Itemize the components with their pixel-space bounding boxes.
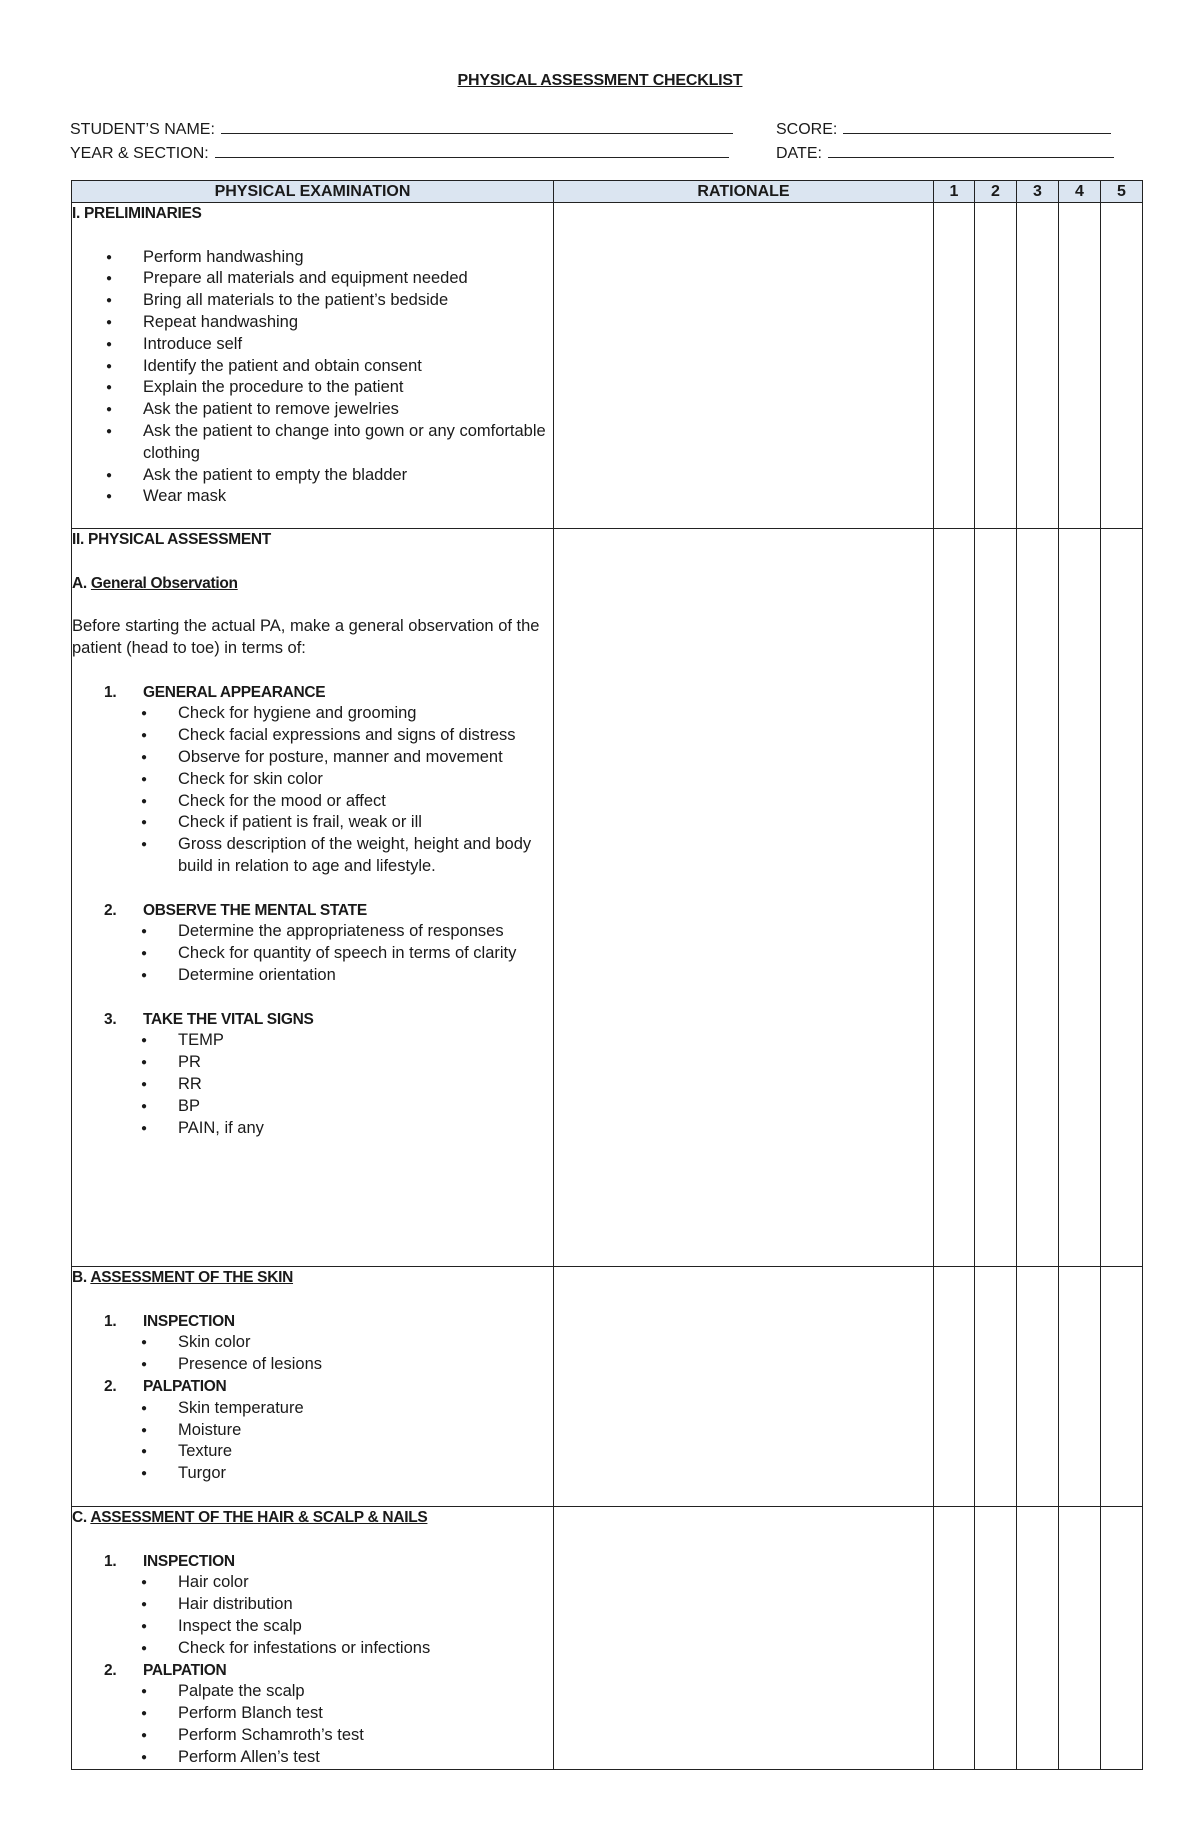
score-cell-1[interactable] — [934, 529, 975, 1267]
list-item: ● Palpate the scalp — [72, 1681, 553, 1703]
list-item: ● Perform Schamroth’s test — [72, 1725, 553, 1747]
score-cell-2[interactable] — [975, 203, 1017, 529]
rationale-cell[interactable] — [554, 1507, 934, 1770]
hair-inspection-list — [72, 1572, 553, 1659]
list-item: ● Prepare all materials and equipment needed — [72, 268, 553, 290]
mental-state-heading: 2. OBSERVE THE MENTAL STATE — [104, 901, 367, 919]
date-label: DATE: — [776, 145, 822, 162]
table-row — [72, 1507, 1143, 1770]
list-item: ● Perform Allen’s test — [72, 1747, 553, 1769]
table-row — [72, 1267, 1143, 1507]
rationale-cell[interactable] — [554, 529, 934, 1267]
list-item: ● Check for hygiene and grooming — [72, 703, 553, 725]
score-cell-2[interactable] — [975, 1267, 1017, 1507]
score-cell-2[interactable] — [975, 529, 1017, 1267]
student-name-field — [70, 116, 733, 139]
header-score-2: 2 — [975, 181, 1017, 203]
score-cell-3[interactable] — [1017, 1267, 1059, 1507]
list-item: ● TEMP — [72, 1030, 553, 1052]
skin-palpation-list — [72, 1398, 553, 1485]
vital-signs-heading: 3. TAKE THE VITAL SIGNS — [104, 1010, 314, 1028]
list-item: ● Check for infestations or infections — [72, 1638, 553, 1660]
skin-palpation-heading: 2. PALPATION — [104, 1377, 227, 1395]
list-item: ● Perform handwashing — [72, 247, 553, 269]
score-cell-3[interactable] — [1017, 529, 1059, 1267]
hair-scalp-nails-heading: C. ASSESSMENT OF THE HAIR & SCALP & NAILS — [72, 1509, 428, 1526]
list-item: ● Turgor — [72, 1463, 553, 1485]
list-item: ● Texture — [72, 1441, 553, 1463]
list-item: ● Ask the patient to remove jewelries — [72, 399, 553, 421]
date-field — [776, 140, 1114, 163]
list-item: ● Check facial expressions and signs of distress — [72, 725, 553, 747]
general-appearance-list — [72, 703, 553, 877]
list-item: ● PAIN, if any — [72, 1118, 553, 1140]
list-item: ● Check for the mood or affect — [72, 791, 553, 813]
preliminaries-cell — [72, 203, 554, 529]
list-item: ● Ask the patient to empty the bladder — [72, 465, 553, 487]
table-row — [72, 529, 1143, 1267]
list-item: ● Presence of lesions — [72, 1354, 553, 1376]
score-cell-4[interactable] — [1059, 1267, 1101, 1507]
list-item: ● Observe for posture, manner and movement — [72, 747, 553, 769]
skin-inspection-list — [72, 1332, 553, 1376]
physical-assessment-heading: II. PHYSICAL ASSESSMENT — [72, 531, 271, 548]
list-item: ● Wear mask — [72, 486, 553, 508]
score-cell-3[interactable] — [1017, 1507, 1059, 1770]
preliminaries-heading: I. PRELIMINARIES — [72, 205, 202, 222]
header-physical-examination: PHYSICAL EXAMINATION — [72, 181, 554, 203]
general-observation-title: General Observation — [90, 574, 238, 592]
score-cell-1[interactable] — [934, 203, 975, 529]
list-item: ● Bring all materials to the patient’s bedside — [72, 290, 553, 312]
list-item: ● Skin color — [72, 1332, 553, 1354]
list-item: ● Determine orientation — [72, 965, 553, 987]
list-item: ● Gross description of the weight, height and body build in relation to age and lifestyle. — [72, 834, 553, 878]
list-item: ● Introduce self — [72, 334, 553, 356]
assessment-checklist-table — [71, 180, 1143, 1770]
list-item: ● RR — [72, 1074, 553, 1096]
list-item: ● Repeat handwashing — [72, 312, 553, 334]
hair-palpation-heading: 2. PALPATION — [104, 1661, 227, 1679]
score-cell-4[interactable] — [1059, 1507, 1101, 1770]
score-label: SCORE: — [776, 121, 838, 138]
year-section-field — [70, 140, 729, 163]
list-item: ● Ask the patient to change into gown or any comfortable clothing — [72, 421, 553, 465]
score-input-line[interactable] — [843, 116, 1111, 134]
list-item: ● Check for skin color — [72, 769, 553, 791]
year-section-input-line[interactable] — [215, 140, 729, 158]
student-name-label: STUDENT’S NAME: — [70, 121, 215, 138]
list-item: ● Hair distribution — [72, 1594, 553, 1616]
score-field — [776, 116, 1111, 139]
hair-scalp-nails-cell — [72, 1507, 554, 1770]
year-section-label: YEAR & SECTION: — [70, 145, 209, 162]
mental-state-list — [72, 921, 553, 986]
score-cell-3[interactable] — [1017, 203, 1059, 529]
table-header-row — [72, 181, 1143, 203]
header-score-4: 4 — [1059, 181, 1101, 203]
skin-assessment-heading: B. ASSESSMENT OF THE SKIN — [72, 1269, 294, 1286]
list-item: ● PR — [72, 1052, 553, 1074]
score-cell-1[interactable] — [934, 1507, 975, 1770]
rationale-cell[interactable] — [554, 1267, 934, 1507]
general-observation-heading — [72, 573, 553, 595]
page-title: PHYSICAL ASSESSMENT CHECKLIST — [457, 72, 743, 89]
score-cell-5[interactable] — [1101, 1507, 1143, 1770]
list-item: ● Explain the procedure to the patient — [72, 377, 553, 399]
score-cell-4[interactable] — [1059, 203, 1101, 529]
general-appearance-heading: 1. GENERAL APPEARANCE — [104, 683, 326, 701]
header-score-5: 5 — [1101, 181, 1143, 203]
list-item: ● BP — [72, 1096, 553, 1118]
skin-assessment-cell — [72, 1267, 554, 1507]
date-input-line[interactable] — [828, 140, 1114, 158]
rationale-cell[interactable] — [554, 203, 934, 529]
score-cell-5[interactable] — [1101, 529, 1143, 1267]
header-score-3: 3 — [1017, 181, 1059, 203]
list-item: ● Perform Blanch test — [72, 1703, 553, 1725]
preliminaries-list — [72, 247, 553, 509]
score-cell-5[interactable] — [1101, 1267, 1143, 1507]
general-observation-prefix: A. — [72, 574, 91, 592]
list-item: ● Inspect the scalp — [72, 1616, 553, 1638]
score-cell-1[interactable] — [934, 1267, 975, 1507]
vital-signs-list — [72, 1030, 553, 1139]
student-name-input-line[interactable] — [221, 116, 733, 134]
list-item: ● Identify the patient and obtain consent — [72, 356, 553, 378]
general-observation-intro: Before starting the actual PA, make a general observation of the patient (head to toe) in terms of: — [72, 617, 540, 657]
list-item: ● Skin temperature — [72, 1398, 553, 1420]
header-rationale: RATIONALE — [554, 181, 934, 203]
skin-inspection-heading: 1. INSPECTION — [104, 1312, 235, 1330]
score-cell-5[interactable] — [1101, 203, 1143, 529]
score-cell-2[interactable] — [975, 1507, 1017, 1770]
list-item: ● Moisture — [72, 1420, 553, 1442]
table-row — [72, 203, 1143, 529]
hair-inspection-heading: 1. INSPECTION — [104, 1552, 235, 1570]
physical-assessment-cell — [72, 529, 554, 1267]
list-item: ● Check for quantity of speech in terms of clarity — [72, 943, 553, 965]
list-item: ● Check if patient is frail, weak or ill — [72, 812, 553, 834]
score-cell-4[interactable] — [1059, 529, 1101, 1267]
list-item: ● Hair color — [72, 1572, 553, 1594]
hair-palpation-list — [72, 1681, 553, 1768]
list-item: ● Determine the appropriateness of responses — [72, 921, 553, 943]
header-score-1: 1 — [934, 181, 975, 203]
